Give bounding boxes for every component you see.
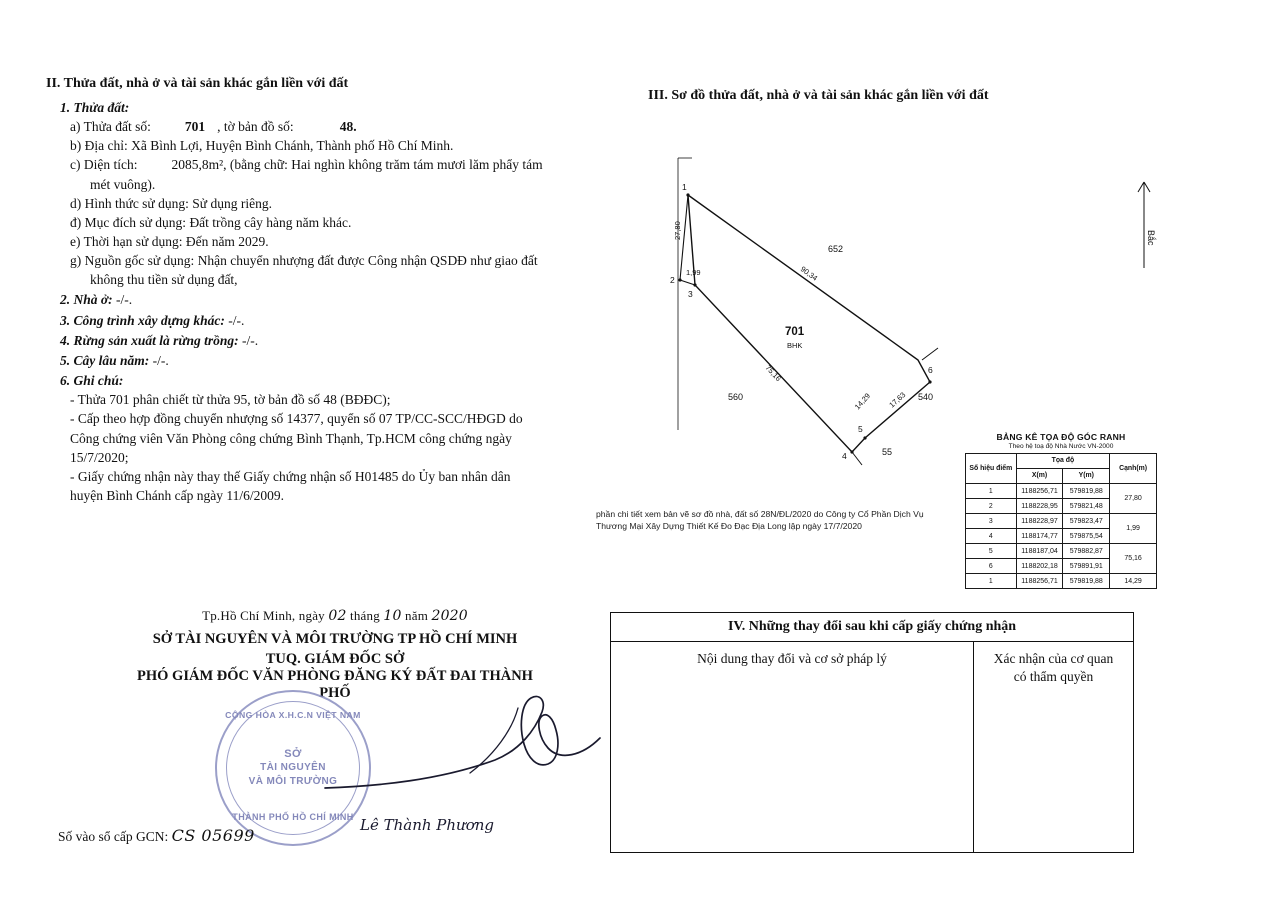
note-2-cont-b: 15/7/2020; (70, 449, 129, 465)
svg-text:5: 5 (858, 424, 863, 434)
cell-edge: 27,80 (1110, 484, 1157, 514)
month-label: tháng (350, 608, 380, 623)
note-1: - Thửa 701 phân chiết từ thửa 95, tờ bản đồ số 48 (BĐĐC); (70, 392, 391, 408)
use-form-line (70, 194, 576, 213)
address-line (70, 136, 576, 155)
signature-day: 02 (328, 608, 347, 624)
svg-text:3: 3 (688, 289, 693, 299)
area-line (70, 155, 576, 174)
table-row (966, 484, 1157, 499)
edge-label-27-80: 27,80 (673, 221, 682, 240)
seal-line-3: VÀ MÔI TRƯỜNG (248, 776, 338, 787)
svg-text:1: 1 (682, 182, 687, 192)
coordinate-table-header-row (966, 454, 1157, 469)
parcel-number-label: a) Thửa đất số: (70, 119, 151, 135)
map-sheet-label: , tờ bản đồ số: (217, 119, 294, 135)
cell-x: 1188228,97 (1016, 514, 1063, 529)
cell-x: 1188187,04 (1016, 544, 1063, 559)
subsection-3-construction (60, 311, 576, 330)
signer-role-secondary: PHÓ GIÁM ĐỐC VĂN PHÒNG ĐĂNG KÝ ĐẤT ĐAI THÀNH PHỐ (137, 667, 533, 701)
neighbor-parcel-540: 540 (918, 392, 934, 402)
subsection-3-label: 3. Công trình xây dựng khác: (60, 312, 225, 328)
gcn-value: CS 05699 (171, 826, 255, 845)
cell-y: 579823,47 (1063, 514, 1110, 529)
place-label: Tp.Hồ Chí Minh, ngày (202, 608, 325, 623)
subsection-1-title: 1. Thửa đất: (60, 99, 130, 115)
neighbor-parcel-560: 560 (728, 392, 744, 402)
use-term-line (70, 232, 576, 251)
cell-x: 1188202,18 (1016, 559, 1063, 574)
parcel-number-value: 701 (184, 119, 206, 135)
neighbor-parcel-55: 55 (882, 447, 893, 457)
use-form-value: Sử dụng riêng. (192, 195, 272, 211)
seal-line-1: SỞ (284, 748, 302, 760)
section-2-parcel-info (46, 74, 576, 505)
section-4-column-confirmation-header (974, 642, 1133, 686)
table-row (966, 574, 1157, 589)
cell-point-id: 1 (966, 484, 1017, 499)
cell-y: 579882,87 (1063, 544, 1110, 559)
cell-y: 579821,48 (1063, 499, 1110, 514)
address-value: Xã Bình Lợi, Huyện Bình Chánh, Thành phố Hồ Chí Minh. (131, 138, 454, 154)
edge-label-14-29: 14,29 (852, 391, 873, 412)
cell-y: 579819,88 (1063, 574, 1110, 589)
cell-y: 579819,88 (1063, 484, 1110, 499)
use-term-label: e) Thời hạn sử dụng: (70, 233, 183, 249)
subsection-6-label: 6. Ghi chú: (60, 373, 124, 389)
parcel-boundary (688, 195, 930, 452)
cell-point-id: 5 (966, 544, 1017, 559)
cell-point-id: 6 (966, 559, 1017, 574)
svg-text:2: 2 (670, 275, 675, 285)
cell-y: 579891,91 (1063, 559, 1110, 574)
signature-month: 10 (383, 608, 402, 624)
signature-year: 2020 (431, 608, 468, 624)
subsection-2-house (60, 290, 576, 309)
note-3: - Giấy chứng nhận này thay thế Giấy chứng nhận số H01485 do Ủy ban nhân dân (70, 468, 511, 484)
col-header-y: Y(m) (1063, 469, 1110, 484)
coordinate-table (965, 453, 1157, 589)
area-label: c) Diện tích: (70, 157, 138, 173)
coordinate-table-title: BẢNG KÊ TỌA ĐỘ GÓC RANH (996, 432, 1126, 442)
signer-name: Lê Thành Phương (360, 816, 495, 834)
subsection-5-value: -/-. (152, 352, 169, 368)
diagram-source-note (596, 509, 956, 532)
section-4-column-content-header: Nội dung thay đổi và cơ sở pháp lý (697, 651, 887, 666)
section-2-title: II. Thửa đất, nhà ở và tài sản khác gắn liền với đất (46, 76, 349, 91)
section-4-column-confirmation (974, 642, 1133, 852)
coordinate-table-block (965, 432, 1157, 589)
diagram-source-note-line-2: Thương Mại Xây Dựng Thiết Kế Đo Đạc Địa Long lập ngày 17/7/2020 (596, 520, 862, 531)
cell-edge: 14,29 (1110, 574, 1157, 589)
area-value-cont: mét vuông). (90, 176, 156, 192)
note-2: - Cấp theo hợp đồng chuyển nhượng số 14377, quyển số 07 TP/CC-SCC/HĐGD do (70, 411, 523, 427)
issuing-organization: SỞ TÀI NGUYÊN VÀ MÔI TRƯỜNG TP HỒ CHÍ MINH (152, 631, 518, 647)
parcel-number-line (70, 117, 576, 136)
origin-line (70, 251, 576, 270)
parcel-use-label-map: BHK (787, 341, 803, 350)
gcn-register-line (58, 826, 255, 845)
use-purpose-label: đ) Mục đích sử dụng: (70, 214, 187, 230)
note-2-cont-a: Công chứng viên Văn Phòng công chứng Bình Thạnh, Tp.HCM công chứng ngày (70, 430, 512, 446)
edge-label-90-34: 90,34 (798, 264, 820, 283)
seal-bottom-text: THÀNH PHỐ HỒ CHÍ MINH (232, 812, 354, 822)
origin-value-cont: không thu tiền sử dụng đất, (90, 272, 238, 288)
col-header-point-id: Số hiệu điểm (966, 454, 1017, 484)
cell-edge: 75,16 (1110, 544, 1157, 574)
use-term-value: Đến năm 2029. (185, 233, 269, 249)
note-3-cont: huyện Bình Chánh cấp ngày 11/6/2009. (70, 488, 284, 503)
seal-top-text: CỘNG HÒA X.H.C.N VIỆT NAM (225, 710, 361, 720)
subsection-4-value: -/-. (241, 332, 259, 348)
section-4-column-content (611, 642, 974, 852)
seal-line-2: TÀI NGUYÊN (260, 762, 326, 773)
table-row (966, 544, 1157, 559)
cell-point-id: 4 (966, 529, 1017, 544)
section-4-body (611, 642, 1133, 852)
svg-text:Bắc: Bắc (1146, 230, 1156, 246)
section-4-confirm-line-1: Xác nhận của cơ quan (993, 651, 1114, 666)
section-4-confirm-line-2: có thẩm quyền (1013, 669, 1094, 685)
edge-label-1-99: 1,99 (686, 268, 701, 277)
cell-edge: 1,99 (1110, 514, 1157, 544)
cell-point-id: 3 (966, 514, 1017, 529)
cell-x: 1188174,77 (1016, 529, 1063, 544)
col-header-x: X(m) (1016, 469, 1063, 484)
map-sheet-value: 48. (339, 119, 357, 135)
cell-y: 579875,54 (1063, 529, 1110, 544)
gcn-label: Số vào sổ cấp GCN: (58, 829, 169, 844)
col-header-edge: Cạnh(m) (1110, 454, 1157, 484)
use-purpose-value: Đất trồng cây hàng năm khác. (189, 214, 352, 230)
subsection-5-label: 5. Cây lâu năm: (60, 352, 150, 368)
subsection-4-label: 4. Rừng sản xuất là rừng trồng: (60, 332, 239, 348)
neighbor-parcel-652: 652 (828, 244, 844, 254)
year-label: năm (405, 608, 429, 623)
north-arrow-icon (1138, 182, 1156, 268)
use-purpose-line (70, 213, 576, 232)
edge-label-75-16: 75,16 (763, 363, 783, 384)
coordinate-table-subtitle: Theo hệ toạ độ Nhà Nước VN-2000 (1008, 443, 1114, 450)
subsection-2-label: 2. Nhà ở: (60, 292, 113, 308)
cell-point-id: 1 (966, 574, 1017, 589)
use-form-label: d) Hình thức sử dụng: (70, 195, 189, 211)
section-4-title: IV. Những thay đổi sau khi cấp giấy chứng nhận (611, 613, 1133, 642)
subsection-3-value: -/-. (228, 312, 245, 328)
section-4-changes-table (610, 612, 1134, 853)
cell-x: 1188256,71 (1016, 484, 1063, 499)
signer-role: TUQ. GIÁM ĐỐC SỞ (265, 650, 405, 667)
cell-x: 1188256,71 (1016, 574, 1063, 589)
diagram-source-note-line-1: phần chi tiết xem bản vẽ sơ đồ nhà, đất số 28N/ĐL/2020 do Công ty Cổ Phần Dịch Vụ (596, 509, 924, 519)
address-label: b) Địa chỉ: (70, 138, 128, 154)
svg-text:4: 4 (842, 451, 847, 461)
subsection-6-notes (60, 371, 576, 390)
origin-value: Nhận chuyển nhượng đất được Công nhận QSDĐ như giao đất (197, 253, 538, 269)
parcel-number-label-map: 701 (785, 326, 805, 338)
section-3-title: III. Sơ đồ thửa đất, nhà ở và tài sản khác gắn liền với đất (648, 88, 989, 103)
signature-date-line (120, 608, 550, 624)
svg-text:6: 6 (928, 365, 933, 375)
subsection-4-forest (60, 331, 576, 350)
table-row (966, 514, 1157, 529)
origin-label: g) Nguồn gốc sử dụng: (70, 253, 195, 269)
official-seal-stamp (215, 690, 371, 846)
cell-x: 1188228,95 (1016, 499, 1063, 514)
subsection-2-value: -/-. (116, 292, 133, 308)
edge-label-17-63: 17,63 (887, 390, 908, 410)
subsection-5-perennial (60, 351, 576, 370)
area-value: 2085,8m², (bằng chữ: Hai nghìn không trăm tám mươi lăm phẩy tám (171, 157, 543, 173)
signature-block (120, 608, 550, 834)
col-header-coordinates: Tọa độ (1016, 454, 1110, 469)
cell-point-id: 2 (966, 499, 1017, 514)
